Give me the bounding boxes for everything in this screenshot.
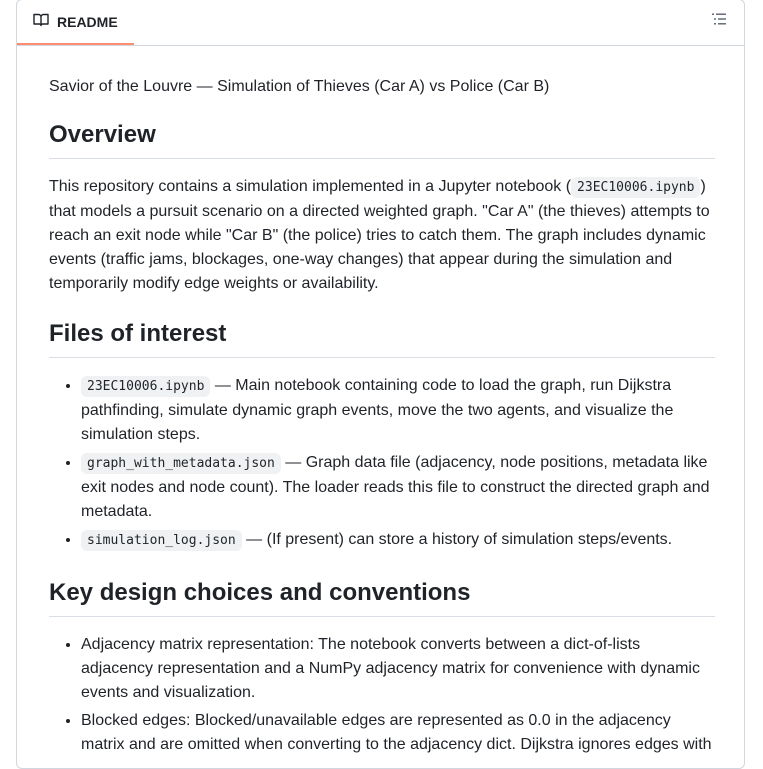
file-code: 23EC10006.ipynb bbox=[81, 376, 210, 397]
list-item: • Adjacency matrix representation: The notebook converts between a dict-of-lists adjacency representation and a NumPy adjacency matrix for convenience with dynamic events and visualization. bbox=[81, 633, 715, 705]
outline-button[interactable] bbox=[710, 12, 728, 30]
design-list bbox=[49, 633, 715, 757]
overview-text-before: This repository contains a simulation implemented in a Jupyter notebook ( bbox=[49, 178, 572, 195]
list-item: • Blocked edges: Blocked/unavailable edges are represented as 0.0 in the adjacency matrix and are omitted when converting to the adjacency dict. Dijkstra ignores edges with bbox=[81, 709, 715, 757]
readme-intro: Savior of the Louvre — Simulation of Thieves (Car A) vs Police (Car B) bbox=[49, 78, 550, 95]
readme-header bbox=[17, 0, 744, 46]
list-item bbox=[81, 374, 715, 447]
heading-overview: Overview bbox=[49, 120, 715, 159]
readme-panel bbox=[16, 0, 745, 769]
notebook-code: 23EC10006.ipynb bbox=[571, 177, 700, 198]
file-code: graph_with_metadata.json bbox=[81, 453, 281, 474]
list-icon bbox=[711, 11, 727, 32]
tab-readme[interactable] bbox=[17, 0, 134, 45]
file-description: — Graph data file (adjacency, node positions, metadata like exit nodes and node count). The loader reads this file to construct the directed graph and metadata. bbox=[81, 454, 710, 520]
book-icon bbox=[33, 12, 57, 31]
heading-files: Files of interest bbox=[49, 319, 715, 358]
list-item bbox=[81, 451, 715, 524]
overview-paragraph bbox=[49, 175, 715, 296]
overview-text-after: ) that models a pursuit scenario on a directed weighted graph. "Car A" (the thieves) attempts to reach an exit node while "Car B" (the police) tries to catch them. The graph includes dynamic events (traffic jams, blockages, one-way changes) that appear during the simulation and temporarily modify edge weights or availability. bbox=[49, 178, 710, 292]
heading-design: Key design choices and conventions bbox=[49, 578, 715, 617]
file-description: — (If present) can store a history of simulation steps/events. bbox=[241, 531, 673, 548]
file-description: — Main notebook containing code to load the graph, run Dijkstra pathfinding, simulate dynamic graph events, move the two agents, and visualize the simulation steps. bbox=[81, 377, 674, 443]
files-list bbox=[49, 374, 715, 553]
tab-readme-label: README bbox=[57, 13, 118, 30]
file-code: simulation_log.json bbox=[81, 530, 242, 551]
list-item bbox=[81, 528, 715, 553]
readme-content bbox=[49, 45, 715, 757]
